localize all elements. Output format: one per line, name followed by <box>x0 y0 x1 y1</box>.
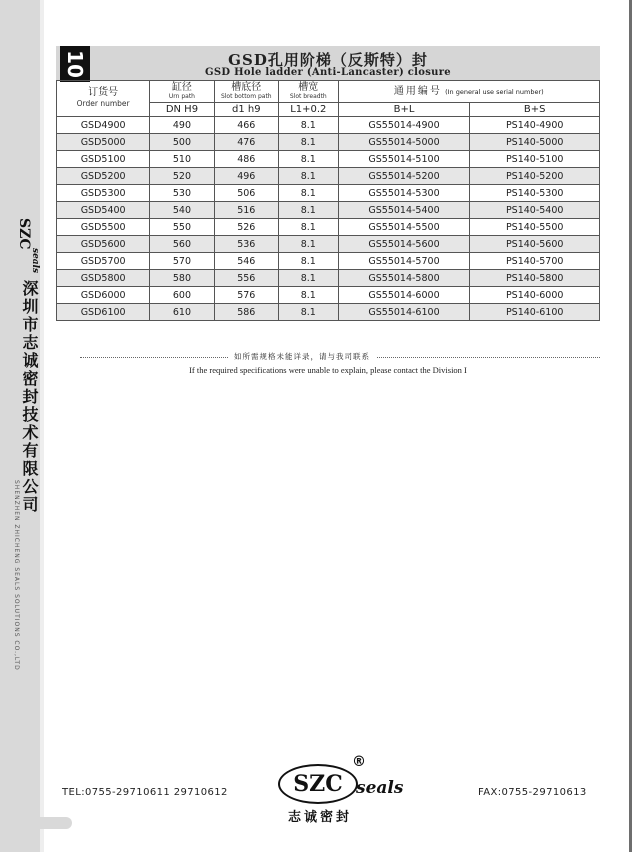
col-d1-cn: 槽底径 <box>231 82 262 93</box>
cell-dn: 610 <box>150 304 214 321</box>
side-tab <box>40 817 72 829</box>
col-order-cn: 订货号 <box>88 87 119 98</box>
col-bl-header: B+L <box>338 103 470 117</box>
table-row <box>57 287 600 304</box>
cell-l1: 8.1 <box>278 151 338 168</box>
table-row <box>57 202 600 219</box>
cell-d1: 476 <box>214 134 278 151</box>
page-title-en: GSD Hole ladder (Anti-Lancaster) closure <box>205 67 451 78</box>
cell-order: GSD5200 <box>57 168 150 185</box>
spec-table-body <box>57 117 600 321</box>
cell-bs: PS140-4900 <box>470 117 600 134</box>
col-l1-cn: 槽宽 <box>298 82 319 93</box>
cell-bl: GS55014-5700 <box>338 253 470 270</box>
table-row <box>57 117 600 134</box>
cell-l1: 8.1 <box>278 236 338 253</box>
cell-order: GSD6000 <box>57 287 150 304</box>
table-row <box>57 219 600 236</box>
page-number: 10 <box>63 50 87 78</box>
table-row <box>57 134 600 151</box>
cell-dn: 600 <box>150 287 214 304</box>
col-common-en: (In general use serial number) <box>445 87 544 96</box>
cell-d1: 576 <box>214 287 278 304</box>
page-title-cn: GSD孔用阶梯（反斯特）封 <box>228 51 428 69</box>
table-row <box>57 185 600 202</box>
cell-d1: 536 <box>214 236 278 253</box>
cell-bs: PS140-5100 <box>470 151 600 168</box>
cell-d1: 586 <box>214 304 278 321</box>
cell-dn: 560 <box>150 236 214 253</box>
side-company-name-cn: 深圳市志诚密封技术有限公司 <box>20 280 39 514</box>
cell-l1: 8.1 <box>278 168 338 185</box>
table-row <box>57 304 600 321</box>
col-dn-tolerance: DN H9 <box>150 103 214 117</box>
side-logo-suffix: seals <box>30 248 40 274</box>
cell-bl: GS55014-5500 <box>338 219 470 236</box>
cell-l1: 8.1 <box>278 134 338 151</box>
col-dn-en: Urn path <box>168 93 195 100</box>
col-d1-header <box>214 81 278 103</box>
cell-dn: 510 <box>150 151 214 168</box>
cell-dn: 520 <box>150 168 214 185</box>
cell-bs: PS140-5200 <box>470 168 600 185</box>
col-l1-en: Slot breadth <box>289 93 327 100</box>
col-common-header <box>338 81 599 103</box>
cell-bs: PS140-5600 <box>470 236 600 253</box>
cell-bl: GS55014-5000 <box>338 134 470 151</box>
cell-bl: GS55014-6100 <box>338 304 470 321</box>
cell-bs: PS140-5000 <box>470 134 600 151</box>
footer-logo-mark: SZC <box>278 764 358 804</box>
cell-l1: 8.1 <box>278 304 338 321</box>
cell-bl: GS55014-5200 <box>338 168 470 185</box>
cell-order: GSD4900 <box>57 117 150 134</box>
col-dn-cn: 缸径 <box>171 82 192 93</box>
col-bs-header: B+S <box>470 103 600 117</box>
col-dn-header <box>150 81 214 103</box>
footer-logo-cn: 志诚密封 <box>288 810 353 825</box>
cell-bl: GS55014-5400 <box>338 202 470 219</box>
cell-order: GSD5400 <box>57 202 150 219</box>
cell-order: GSD5700 <box>57 253 150 270</box>
cell-order: GSD5800 <box>57 270 150 287</box>
cell-bl: GS55014-5600 <box>338 236 470 253</box>
side-logo-mark: SZC <box>16 218 32 250</box>
col-common-cn: 通用编号 <box>393 85 442 97</box>
cell-d1: 556 <box>214 270 278 287</box>
cell-bs: PS140-5300 <box>470 185 600 202</box>
cell-d1: 506 <box>214 185 278 202</box>
table-row <box>57 253 600 270</box>
footer-logo-suffix: seals <box>356 778 404 798</box>
spec-table <box>56 80 600 321</box>
cell-order: GSD5500 <box>57 219 150 236</box>
col-l1-tolerance: L1+0.2 <box>278 103 338 117</box>
header-row-1 <box>57 81 600 103</box>
cell-d1: 486 <box>214 151 278 168</box>
cell-bs: PS140-5800 <box>470 270 600 287</box>
cell-order: GSD5300 <box>57 185 150 202</box>
cell-bl: GS55014-5800 <box>338 270 470 287</box>
table-row <box>57 270 600 287</box>
cell-bl: GS55014-6000 <box>338 287 470 304</box>
footer-tel: TEL:0755-29710611 29710612 <box>62 787 228 798</box>
cell-dn: 570 <box>150 253 214 270</box>
footer-logo <box>272 756 422 826</box>
cell-d1: 546 <box>214 253 278 270</box>
cell-d1: 526 <box>214 219 278 236</box>
cell-bl: GS55014-4900 <box>338 117 470 134</box>
cell-bl: GS55014-5100 <box>338 151 470 168</box>
cell-dn: 540 <box>150 202 214 219</box>
col-order-en: Order number <box>76 99 130 108</box>
table-row <box>57 151 600 168</box>
cell-order: GSD5000 <box>57 134 150 151</box>
cell-l1: 8.1 <box>278 219 338 236</box>
cell-bs: PS140-5500 <box>470 219 600 236</box>
col-l1-header <box>278 81 338 103</box>
col-d1-en: Slot bottom path <box>220 93 272 100</box>
cell-l1: 8.1 <box>278 253 338 270</box>
cell-d1: 516 <box>214 202 278 219</box>
cell-l1: 8.1 <box>278 117 338 134</box>
cell-bs: PS140-6000 <box>470 287 600 304</box>
cell-d1: 496 <box>214 168 278 185</box>
col-order-header <box>57 81 150 117</box>
cell-bs: PS140-5700 <box>470 253 600 270</box>
cell-dn: 500 <box>150 134 214 151</box>
cell-dn: 550 <box>150 219 214 236</box>
cell-bs: PS140-5400 <box>470 202 600 219</box>
table-row <box>57 168 600 185</box>
footer-fax: FAX:0755-29710613 <box>478 787 587 798</box>
cell-bs: PS140-6100 <box>470 304 600 321</box>
cell-order: GSD5600 <box>57 236 150 253</box>
table-row <box>57 236 600 253</box>
cell-order: GSD5100 <box>57 151 150 168</box>
cell-dn: 490 <box>150 117 214 134</box>
registered-icon: ® <box>352 754 366 770</box>
side-logo <box>14 218 40 274</box>
cell-l1: 8.1 <box>278 270 338 287</box>
cell-d1: 466 <box>214 117 278 134</box>
cell-order: GSD6100 <box>57 304 150 321</box>
side-company-name-en: SHENZHEN ZHICHENG SEALS SOLUTIONS CO.,LTD <box>13 480 20 671</box>
cell-bl: GS55014-5300 <box>338 185 470 202</box>
cell-l1: 8.1 <box>278 185 338 202</box>
cell-l1: 8.1 <box>278 287 338 304</box>
cell-l1: 8.1 <box>278 202 338 219</box>
note-en: If the required specifications were unable to explain, please contact the Division I <box>189 365 467 375</box>
cell-dn: 530 <box>150 185 214 202</box>
note-cn: 如所需规格未能详录，请与我司联系 <box>228 351 376 362</box>
col-d1-tolerance: d1 h9 <box>214 103 278 117</box>
cell-dn: 580 <box>150 270 214 287</box>
